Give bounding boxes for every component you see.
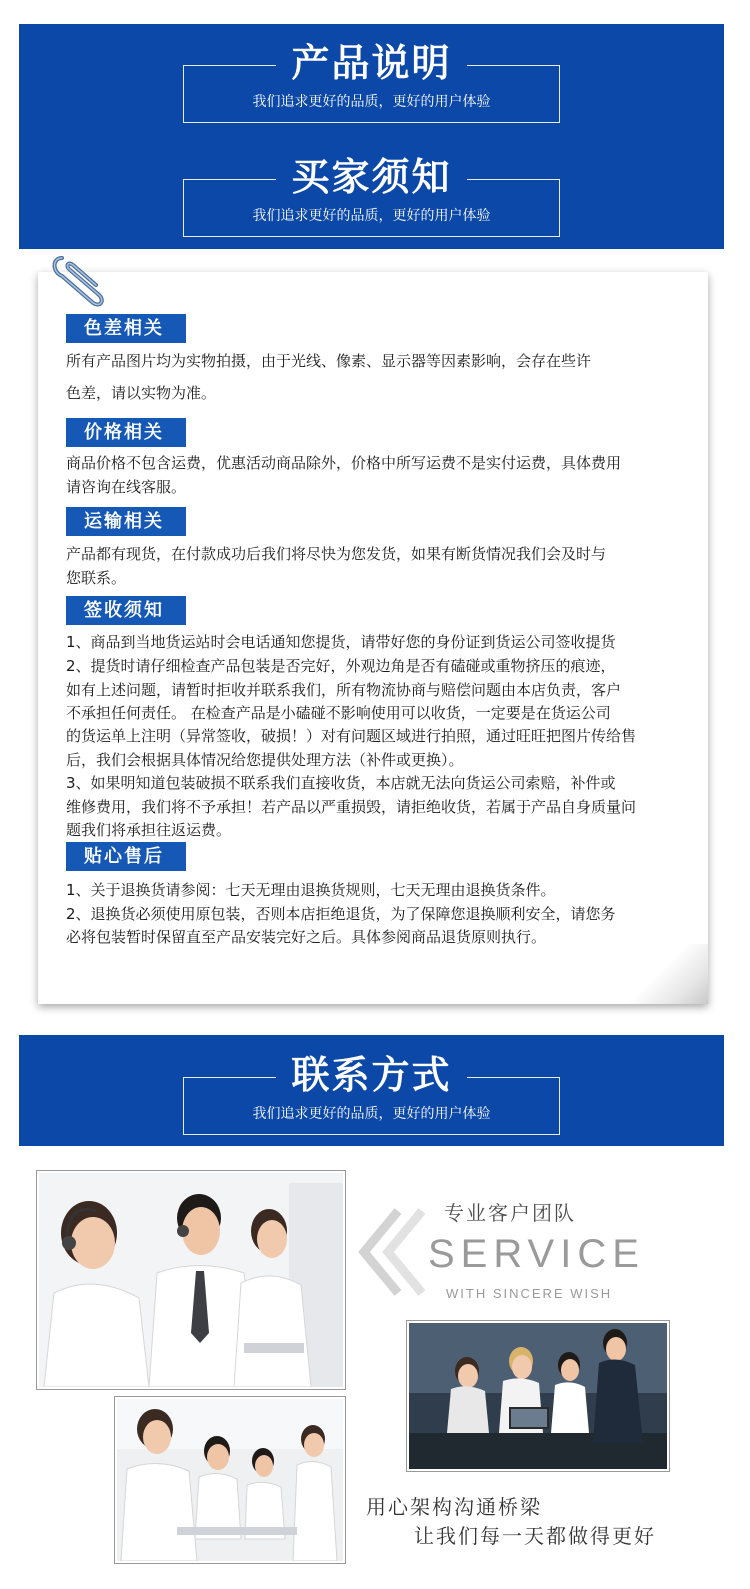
section-text-line: 1、关于退换货请参阅：七天无理由退换货规则，七天无理由退换货条件。 (66, 881, 556, 899)
section-text-line: 1、商品到当地货运站时会电话通知您提货，请带好您的身份证到货运公司签收提货 (66, 633, 616, 651)
section-text-line: 不承担任何责任。 在检查产品是小磕碰不影响使用可以收货，一定要是在货运公司 (66, 704, 611, 722)
meeting-table-image (409, 1323, 667, 1469)
section-label-delivery-receipt: 签收须知 (66, 596, 186, 625)
double-chevron-icon (356, 1207, 428, 1297)
product-description-heading (183, 41, 560, 123)
section-label-price: 价格相关 (66, 418, 186, 447)
call-center-image (39, 1173, 343, 1387)
section-text-line: 请咨询在线客服。 (66, 478, 187, 496)
product-description-subtitle: 我们追求更好的品质，更好的用户体验 (252, 94, 491, 110)
section-text-line: 后，我们会根据具体情况给您提供处理方法（补件或更换）。 (66, 751, 464, 769)
section-text-line: 题我们将承担往返运费。 (66, 821, 232, 839)
service-team-title: 专业客户团队 (444, 1201, 576, 1225)
buyer-notice-heading (183, 155, 560, 237)
section-label-shipping: 运输相关 (66, 507, 186, 536)
section-text-line: 色差，请以实物为准。 (66, 384, 217, 402)
slogan-line-2: 让我们每一天都做得更好 (414, 1524, 656, 1548)
section-text-line: 商品价格不包含运费，优惠活动商品除外，价格中所写运费不是实付运费，具体费用 (66, 454, 622, 472)
product-description-title: 产品说明 (291, 41, 452, 85)
service-english-subtitle: WITH SINCERE WISH (446, 1286, 613, 1301)
section-text-line: 3、如果明知道包装破损不联系我们直接收货，本店就无法向货运公司索赔，补件或 (66, 774, 616, 792)
slogan-line-1: 用心架构沟通桥梁 (366, 1495, 542, 1519)
service-english-title: SERVICE (428, 1232, 645, 1276)
contact-title: 联系方式 (291, 1053, 452, 1097)
section-text-line: 如有上述问题，请暂时拒收并联系我们，所有物流协商与赔偿问题由本店负责，客户 (66, 681, 622, 699)
section-text-line: 您联系。 (66, 569, 127, 587)
customer-service-team-photo (36, 1170, 346, 1390)
section-text-line: 必将包装暂时保留直至产品安装完好之后。具体参阅商品退货原则执行。 (66, 928, 547, 946)
section-text-line: 2、提货时请仔细检查产品包装是否完好，外观边角是否有磕碰或重物挤压的痕迹， (66, 657, 616, 675)
contact-heading (183, 1053, 560, 1135)
section-text-line: 2、退换货必须使用原包装，否则本店拒绝退货，为了保障您退换顺利安全，请您务 (66, 905, 616, 923)
office-meeting-image (117, 1399, 343, 1561)
section-text-line: 所有产品图片均为实物拍摄，由于光线、像素、显示器等因素影响，会存在些许 (66, 352, 592, 370)
section-label-after-sales: 贴心售后 (66, 842, 186, 871)
header-banner (19, 24, 724, 249)
business-meeting-photo (406, 1320, 670, 1472)
section-text-line: 产品都有现货，在付款成功后我们将尽快为您发货，如果有断货情况我们会及时与 (66, 545, 607, 563)
section-label-color-difference: 色差相关 (66, 314, 186, 343)
section-text-line: 的货运单上注明（异常签收，破损！）对有问题区域进行拍照，通过旺旺把图片传给售 (66, 727, 637, 745)
buyer-notice-subtitle: 我们追求更好的品质，更好的用户体验 (252, 208, 491, 224)
office-team-photo (114, 1396, 346, 1564)
paperclip-icon (48, 252, 106, 312)
paper-curl (618, 944, 708, 1004)
buyer-notice-title: 买家须知 (291, 155, 452, 199)
contact-banner (19, 1035, 724, 1146)
contact-subtitle: 我们追求更好的品质，更好的用户体验 (252, 1106, 491, 1122)
section-text-line: 维修费用，我们将不予承担！若产品以严重损毁，请拒绝收货，若属于产品自身质量问 (66, 798, 637, 816)
